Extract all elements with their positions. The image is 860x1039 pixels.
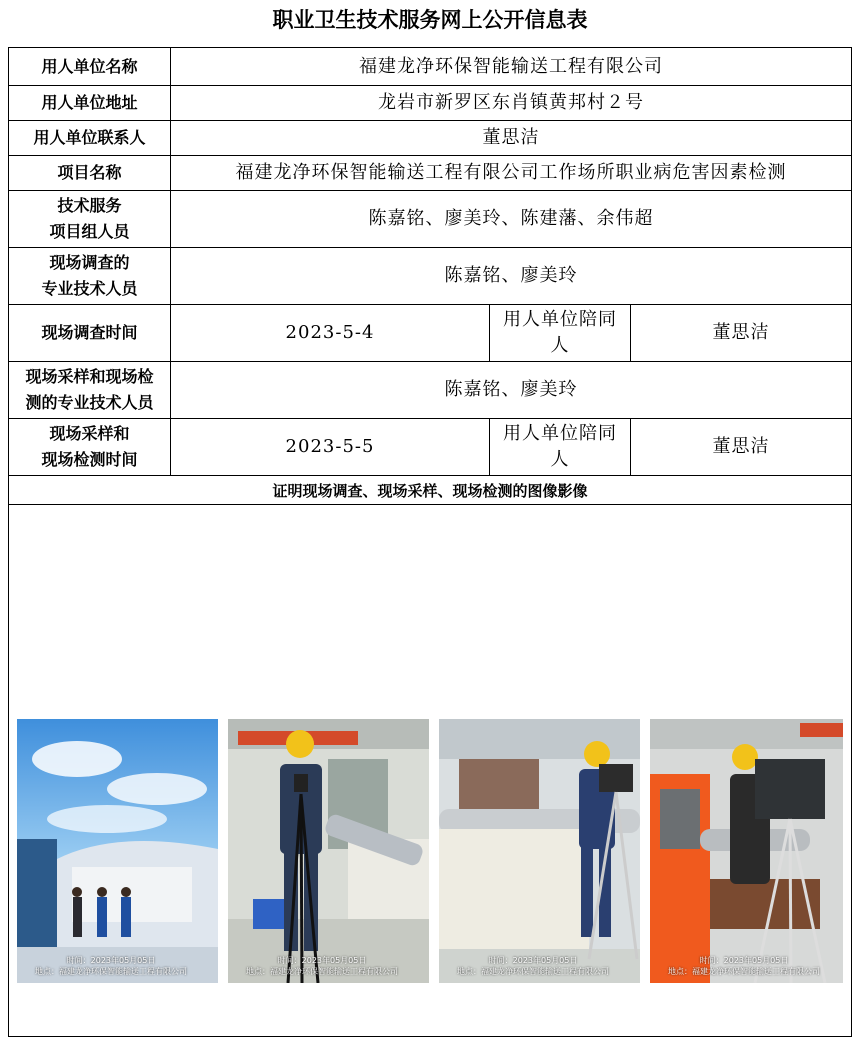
photo-measurement-1-time: 时间：2023年05月05日 — [277, 956, 367, 965]
unit-contact-value: 董思洁 — [171, 121, 852, 156]
team-value: 陈嘉铭、廖美玲、陈建藩、余伟超 — [171, 191, 852, 248]
row-unit-name — [9, 48, 852, 86]
photo-measurement-3-image — [650, 719, 843, 983]
photo-measurement-2-image — [439, 719, 640, 983]
photo-measurement-3-time: 时间：2023年05月05日 — [699, 956, 789, 965]
sampling-companion-value: 董思洁 — [631, 419, 852, 476]
photo-measurement-2 — [439, 719, 640, 983]
photo-measurement-2-place: 地点：福建龙净环保智能输送工程有限公司 — [457, 967, 609, 976]
survey-staff-value: 陈嘉铭、廖美玲 — [171, 248, 852, 305]
row-images-heading — [9, 476, 852, 505]
survey-staff-label-line1: 现场调查的 — [49, 253, 130, 272]
row-survey-time — [9, 305, 852, 362]
photo-reception — [17, 719, 218, 983]
sampling-staff-label-line2: 测的专业技术人员 — [25, 393, 154, 412]
photo-reception-place: 地点：福建龙净环保智能输送工程有限公司 — [35, 967, 187, 976]
photo-measurement-2-time: 时间：2023年05月05日 — [488, 956, 578, 965]
survey-companion-label: 用人单位陪同人 — [490, 305, 631, 362]
survey-companion-value: 董思洁 — [631, 305, 852, 362]
photo-reception-image — [17, 719, 218, 983]
sampling-time-label-line1: 现场采样和 — [49, 424, 130, 443]
unit-address-label: 用人单位地址 — [9, 86, 171, 121]
row-sampling-staff — [9, 362, 852, 419]
photo-strip — [17, 719, 843, 983]
survey-time-label: 现场调查时间 — [9, 305, 171, 362]
team-label — [9, 191, 171, 248]
photo-measurement-1-place: 地点：福建龙净环保智能输送工程有限公司 — [246, 967, 398, 976]
team-label-line2: 项目组人员 — [49, 222, 130, 241]
unit-address-value: 龙岩市新罗区东肖镇黄邦村２号 — [171, 86, 852, 121]
team-label-line1: 技术服务 — [57, 196, 122, 215]
unit-contact-label: 用人单位联系人 — [9, 121, 171, 156]
row-images — [9, 505, 852, 1037]
sampling-companion-label: 用人单位陪同人 — [490, 419, 631, 476]
sampling-staff-value: 陈嘉铭、廖美玲 — [171, 362, 852, 419]
images-cell — [9, 505, 852, 1037]
photo-reception-caption — [21, 955, 201, 977]
survey-staff-label — [9, 248, 171, 305]
images-heading: 证明现场调查、现场采样、现场检测的图像影像 — [9, 476, 852, 505]
sampling-staff-label — [9, 362, 171, 419]
photo-measurement-1-caption — [232, 955, 412, 977]
row-survey-staff — [9, 248, 852, 305]
sampling-time-label-line2: 现场检测时间 — [41, 450, 138, 469]
row-unit-address — [9, 86, 852, 121]
survey-date-value: 2023-5-4 — [171, 305, 490, 362]
photo-reception-time: 时间：2023年05月05日 — [66, 956, 156, 965]
row-team — [9, 191, 852, 248]
page-title: 职业卫生技术服务网上公开信息表 — [272, 8, 588, 32]
photo-measurement-3-place: 地点：福建龙净环保智能输送工程有限公司 — [668, 967, 820, 976]
row-sampling-time — [9, 419, 852, 476]
project-name-value: 福建龙净环保智能输送工程有限公司工作场所职业病危害因素检测 — [171, 156, 852, 191]
survey-staff-label-line2: 专业技术人员 — [41, 279, 138, 298]
photo-measurement-3-caption — [654, 955, 834, 977]
row-unit-contact — [9, 121, 852, 156]
sampling-time-label — [9, 419, 171, 476]
info-table — [8, 47, 852, 1037]
photo-measurement-3 — [650, 719, 843, 983]
sampling-date-value: 2023-5-5 — [171, 419, 490, 476]
unit-name-label: 用人单位名称 — [9, 48, 171, 86]
unit-name-value: 福建龙净环保智能输送工程有限公司 — [171, 48, 852, 86]
sampling-staff-label-line1: 现场采样和现场检 — [25, 367, 154, 386]
photo-measurement-1 — [228, 719, 429, 983]
photo-measurement-1-image — [228, 719, 429, 983]
photo-measurement-2-caption — [443, 955, 623, 977]
project-name-label: 项目名称 — [9, 156, 171, 191]
row-project-name — [9, 156, 852, 191]
